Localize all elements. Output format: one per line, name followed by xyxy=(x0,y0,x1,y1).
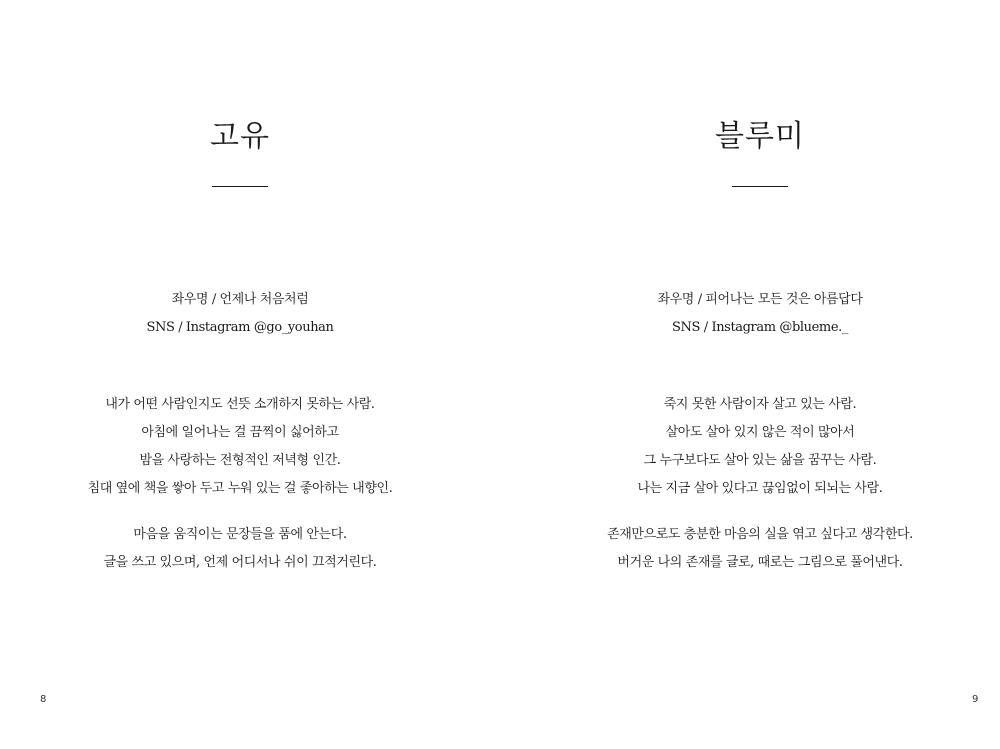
bio-line: 글을 쓰고 있으며, 언제 어디서나 쉬이 끄적거린다. xyxy=(103,555,377,570)
bio-line: 나는 지금 살아 있다고 끊임없이 되뇌는 사람. xyxy=(637,481,883,496)
bio-line: 살아도 살아 있지 않은 적이 많아서 xyxy=(665,425,855,440)
sns-line: SNS / Instagram @go_youhan xyxy=(146,320,334,335)
page-number: 9 xyxy=(972,694,979,705)
sns-line: SNS / Instagram @blueme._ xyxy=(672,320,848,335)
author-name: 블루미 xyxy=(715,119,805,154)
bio-line: 그 누구보다도 살아 있는 삶을 꿈꾸는 사람. xyxy=(643,453,877,468)
bio-line: 존재만으로도 충분한 마음의 실을 엮고 싶다고 생각한다. xyxy=(607,527,913,542)
right-page-column xyxy=(520,0,1000,749)
title-divider xyxy=(212,186,268,187)
bio-line: 침대 옆에 책을 쌓아 두고 누워 있는 걸 좋아하는 내향인. xyxy=(87,481,393,496)
bio-line: 밤을 사랑하는 전형적인 저녁형 인간. xyxy=(139,453,341,468)
right-page xyxy=(500,0,1000,749)
motto-line: 좌우명 / 피어나는 모든 것은 아름답다 xyxy=(657,292,863,307)
bio-line: 내가 어떤 사람인지도 선뜻 소개하지 못하는 사람. xyxy=(105,397,375,412)
bio-line: 죽지 못한 사람이자 살고 있는 사람. xyxy=(663,397,857,412)
bio-line: 마음을 움직이는 문장들을 품에 안는다. xyxy=(133,527,347,542)
author-meta xyxy=(0,286,480,342)
author-meta xyxy=(520,286,1000,342)
motto-line: 좌우명 / 언제나 처음처럼 xyxy=(171,292,309,307)
title-divider xyxy=(732,186,788,187)
page-number: 8 xyxy=(40,694,47,705)
bio-line: 버거운 나의 존재를 글로, 때로는 그림으로 풀어낸다. xyxy=(617,555,903,570)
bio-paragraph-2 xyxy=(0,521,480,577)
author-name: 고유 xyxy=(210,119,270,154)
bio-line: 아침에 일어나는 걸 끔찍이 싫어하고 xyxy=(141,425,339,440)
bio-paragraph-1 xyxy=(0,391,480,503)
left-page-column xyxy=(0,0,480,749)
bio-paragraph-1 xyxy=(520,391,1000,503)
bio-paragraph-2 xyxy=(520,521,1000,577)
